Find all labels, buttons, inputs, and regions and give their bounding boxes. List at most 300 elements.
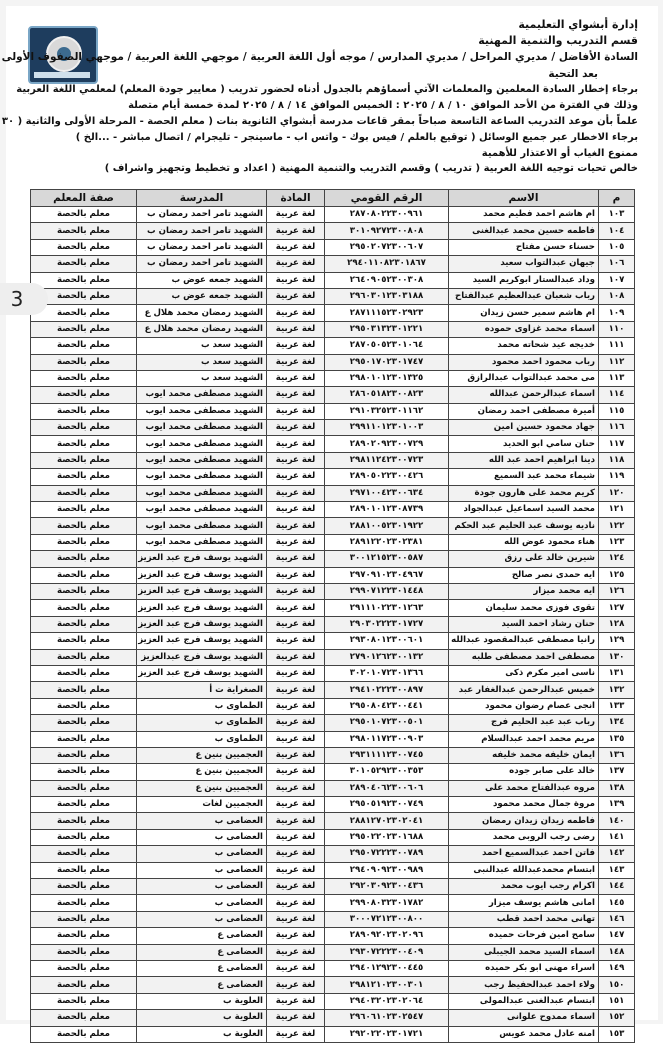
national-id-cell: ٢٩٣١١١١٢٣٠٠٧٤٥ xyxy=(325,747,449,763)
teacher-name-cell: شيرين خالد على رزق xyxy=(449,551,599,567)
table-row xyxy=(31,846,635,862)
teacher-name-cell: خميس عبدالرحمن عبدالغفار عبد xyxy=(449,682,599,698)
teacher-name-cell: مروة جمال محمد محمود xyxy=(449,797,599,813)
row-number-cell: ١٤١ xyxy=(599,829,635,845)
subject-cell: لغة عربية xyxy=(267,633,325,649)
table-row xyxy=(31,731,635,747)
national-id-cell: ٢٦٤٠٩٠٥٢٣٠٠٣٠٨ xyxy=(325,272,449,288)
subject-cell: لغة عربية xyxy=(267,698,325,714)
table-row xyxy=(31,420,635,436)
school-name-cell: الطماوى ب xyxy=(137,715,267,731)
header-department: قسم التدريب والتنمية المهنية xyxy=(478,34,638,47)
teacher-name-cell: تقوى فوزى محمد سليمان xyxy=(449,600,599,616)
page-number-badge: 3 xyxy=(0,283,48,315)
teacher-name-cell: مى محمد عبدالتواب عبدالرازق xyxy=(449,370,599,386)
national-id-cell: ٢٩٢٠٣٠٩٢٣٠٠٤٣٦ xyxy=(325,879,449,895)
teacher-name-cell: تهانى محمد احمد قطب xyxy=(449,911,599,927)
school-name-cell: العجميين بنين ع xyxy=(137,764,267,780)
teacher-role-cell: معلم بالحصة xyxy=(31,387,137,403)
school-name-cell: الشهيد تامر احمد رمضان ب xyxy=(137,223,267,239)
subject-cell: لغة عربية xyxy=(267,682,325,698)
national-id-cell: ٢٩٦٠٦١٠٢٣٠٢٥٤٧ xyxy=(325,1010,449,1026)
national-id-cell: ٢٩٧٠٩١٠٢٣٠٤٩٦٧ xyxy=(325,567,449,583)
teacher-role-cell: معلم بالحصة xyxy=(31,485,137,501)
school-name-cell: الشهيد سعد ب xyxy=(137,338,267,354)
national-id-cell: ٢٨٧١١١٥٢٣٠٢٩٢٣ xyxy=(325,305,449,321)
row-number-cell: ١٣٠ xyxy=(599,649,635,665)
col-header-role: صفة المعلم xyxy=(31,190,137,207)
teacher-name-cell: ابتسام محمدعبدالله عبدالنبى xyxy=(449,862,599,878)
table-row xyxy=(31,321,635,337)
subject-cell: لغة عربية xyxy=(267,813,325,829)
school-name-cell: الشهيد يوسف فرج عبد العزيز xyxy=(137,633,267,649)
table-row xyxy=(31,207,635,223)
row-number-cell: ١٤٨ xyxy=(599,944,635,960)
national-id-cell: ٢٩٨٠١٠١٢٣٠١٣٢٥ xyxy=(325,370,449,386)
subject-cell: لغة عربية xyxy=(267,715,325,731)
school-name-cell: العضامى ع xyxy=(137,928,267,944)
subject-cell: لغة عربية xyxy=(267,338,325,354)
teacher-role-cell: معلم بالحصة xyxy=(31,354,137,370)
header-greeting: بعد التحية xyxy=(548,68,598,80)
row-number-cell: ١٢٩ xyxy=(599,633,635,649)
teacher-name-cell: محمد السيد اسماعيل عبدالجواد xyxy=(449,502,599,518)
teacher-role-cell: معلم بالحصة xyxy=(31,797,137,813)
header-attendance-note: ممنوع الغياب أو الاعتذار للأهمية xyxy=(481,148,638,159)
subject-cell: لغة عربية xyxy=(267,911,325,927)
col-header-school: المدرسة xyxy=(137,190,267,207)
school-name-cell: العجميين بنين ع xyxy=(137,747,267,763)
teacher-role-cell: معلم بالحصة xyxy=(31,829,137,845)
school-name-cell: الشهيد سعد ب xyxy=(137,354,267,370)
table-row xyxy=(31,698,635,714)
subject-cell: لغة عربية xyxy=(267,485,325,501)
row-number-cell: ١٤٩ xyxy=(599,960,635,976)
row-number-cell: ١٠٣ xyxy=(599,207,635,223)
table-row xyxy=(31,452,635,468)
national-id-cell: ٢٩٥٠٨٠٤٢٣٠٠٤٤١ xyxy=(325,698,449,714)
table-row xyxy=(31,534,635,550)
table-row xyxy=(31,354,635,370)
teacher-role-cell: معلم بالحصة xyxy=(31,239,137,255)
subject-cell: لغة عربية xyxy=(267,665,325,681)
school-name-cell: العضامى ب xyxy=(137,911,267,927)
table-row xyxy=(31,567,635,583)
subject-cell: لغة عربية xyxy=(267,977,325,993)
row-number-cell: ١٢٨ xyxy=(599,616,635,632)
national-id-cell: ٢٨٩٠٤٠٦٢٣٠٠٦٠٦ xyxy=(325,780,449,796)
school-name-cell: الطماوى ب xyxy=(137,698,267,714)
row-number-cell: ١١٥ xyxy=(599,403,635,419)
subject-cell: لغة عربية xyxy=(267,387,325,403)
school-name-cell: العلوية ب xyxy=(137,1026,267,1042)
teacher-name-cell: اسماء السيد محمد الجيبلى xyxy=(449,944,599,960)
teacher-role-cell: معلم بالحصة xyxy=(31,420,137,436)
table-row xyxy=(31,813,635,829)
teacher-name-cell: فاتن احمد عبدالسميع احمد xyxy=(449,846,599,862)
row-number-cell: ١٠٥ xyxy=(599,239,635,255)
subject-cell: لغة عربية xyxy=(267,731,325,747)
row-number-cell: ١١٢ xyxy=(599,354,635,370)
table-row xyxy=(31,256,635,272)
teacher-role-cell: معلم بالحصة xyxy=(31,272,137,288)
teacher-role-cell: معلم بالحصة xyxy=(31,682,137,698)
teacher-role-cell: معلم بالحصة xyxy=(31,813,137,829)
row-number-cell: ١٢٠ xyxy=(599,485,635,501)
row-number-cell: ١١٧ xyxy=(599,436,635,452)
table-row xyxy=(31,1010,635,1026)
row-number-cell: ١٥١ xyxy=(599,993,635,1009)
national-id-cell: ٢٩٤٠١١٠٨٢٣٠١٨٦٧ xyxy=(325,256,449,272)
row-number-cell: ١٣٩ xyxy=(599,797,635,813)
teacher-name-cell: ناديه يوسف عبد الحليم عبد الحكم xyxy=(449,518,599,534)
teachers-table xyxy=(30,189,635,1043)
row-number-cell: ١١٨ xyxy=(599,452,635,468)
subject-cell: لغة عربية xyxy=(267,616,325,632)
national-id-cell: ٢٩٥٠٥١٩٢٣٠٠٧٤٩ xyxy=(325,797,449,813)
subject-cell: لغة عربية xyxy=(267,960,325,976)
teacher-name-cell: جهاد محمود حسين امين xyxy=(449,420,599,436)
teacher-name-cell: اسماء محمد غزاوى حموده xyxy=(449,321,599,337)
row-number-cell: ١٢٤ xyxy=(599,551,635,567)
subject-cell: لغة عربية xyxy=(267,567,325,583)
subject-cell: لغة عربية xyxy=(267,354,325,370)
row-number-cell: ١١٣ xyxy=(599,370,635,386)
teacher-role-cell: معلم بالحصة xyxy=(31,780,137,796)
school-name-cell: الشهيد تامر احمد رمضان ب xyxy=(137,239,267,255)
school-name-cell: الشهيد تامر احمد رمضان ب xyxy=(137,256,267,272)
national-id-cell: ٢٩٥٠٣١٣٢٣٠١٢٢١ xyxy=(325,321,449,337)
school-name-cell: العضامى ع xyxy=(137,977,267,993)
table-row xyxy=(31,485,635,501)
school-name-cell: الشهيد يوسف فرج عبد العزيز xyxy=(137,551,267,567)
table-row xyxy=(31,288,635,304)
teacher-role-cell: معلم بالحصة xyxy=(31,1026,137,1042)
subject-cell: لغة عربية xyxy=(267,780,325,796)
school-name-cell: الشهيد رمضان محمد هلال ع xyxy=(137,321,267,337)
teacher-name-cell: حنان سامي ابو الحديد xyxy=(449,436,599,452)
school-name-cell: الشهيد مصطفى محمد ايوب xyxy=(137,387,267,403)
table-row xyxy=(31,764,635,780)
teacher-role-cell: معلم بالحصة xyxy=(31,452,137,468)
header-directorate: إدارة أبشواي التعليمية xyxy=(518,18,638,31)
national-id-cell: ٢٩١١١٠٢٢٣٠١٢٦٣ xyxy=(325,600,449,616)
subject-cell: لغة عربية xyxy=(267,452,325,468)
row-number-cell: ١٣٢ xyxy=(599,682,635,698)
school-name-cell: العضامى ب xyxy=(137,879,267,895)
teacher-name-cell: اكرام رجب ايوب محمد xyxy=(449,879,599,895)
teacher-role-cell: معلم بالحصة xyxy=(31,928,137,944)
table-row xyxy=(31,305,635,321)
teacher-role-cell: معلم بالحصة xyxy=(31,944,137,960)
teacher-role-cell: معلم بالحصة xyxy=(31,403,137,419)
national-id-cell: ٣٠٠١٢١٥٢٣٠٠٥٨٧ xyxy=(325,551,449,567)
teacher-name-cell: فاطمه زيدان زيدان رمضان xyxy=(449,813,599,829)
teacher-role-cell: معلم بالحصة xyxy=(31,321,137,337)
teacher-role-cell: معلم بالحصة xyxy=(31,534,137,550)
teacher-role-cell: معلم بالحصة xyxy=(31,895,137,911)
national-id-cell: ٢٩٠٣٠٢٢٢٣٠١٧٢٧ xyxy=(325,616,449,632)
school-name-cell: الشهيد مصطفى محمد ايوب xyxy=(137,403,267,419)
school-name-cell: الشهيد يوسف فرج عبد العزيز xyxy=(137,567,267,583)
subject-cell: لغة عربية xyxy=(267,272,325,288)
teacher-name-cell: ولاء احمد عبدالحفيظ رجب xyxy=(449,977,599,993)
teacher-role-cell: معلم بالحصة xyxy=(31,502,137,518)
school-name-cell: الطماوى ب xyxy=(137,731,267,747)
school-name-cell: العضامى ع xyxy=(137,960,267,976)
teacher-name-cell: ناسى امير مكرم ذكى xyxy=(449,665,599,681)
national-id-cell: ٢٩٤١٠٢٢٢٣٠٠٨٩٧ xyxy=(325,682,449,698)
teacher-role-cell: معلم بالحصة xyxy=(31,911,137,927)
school-name-cell: العضامى ع xyxy=(137,944,267,960)
national-id-cell: ٢٩٩٠٨٠٣٢٣٠١٧٨٢ xyxy=(325,895,449,911)
header-addressees: السادة الأفاضل / مديري المراحل / مديري المدارس / موجه أول اللغة العربية / موجهي اللغة العربية / موجهي الصفوف الأولى xyxy=(1,51,638,63)
national-id-cell: ٢٨٨١٢٧٠٢٣٠٢٠٤١ xyxy=(325,813,449,829)
col-header-name: الاسم xyxy=(449,190,599,207)
school-name-cell: الشهيد مصطفى محمد ايوب xyxy=(137,436,267,452)
teacher-role-cell: معلم بالحصة xyxy=(31,583,137,599)
school-name-cell: العضامى ب xyxy=(137,895,267,911)
school-name-cell: الشهيد يوسف فرج عبد العزيز xyxy=(137,616,267,632)
row-number-cell: ١٤٣ xyxy=(599,862,635,878)
subject-cell: لغة عربية xyxy=(267,1026,325,1042)
table-row xyxy=(31,911,635,927)
table-row xyxy=(31,649,635,665)
row-number-cell: ١١٠ xyxy=(599,321,635,337)
national-id-cell: ٢٩٨٠١١٧٢٣٠٠٩٠٣ xyxy=(325,731,449,747)
teacher-name-cell: جيهان عبدالتواب سعيد xyxy=(449,256,599,272)
table-row xyxy=(31,403,635,419)
school-name-cell: الشهيد يوسف فرج عبد العزيز xyxy=(137,583,267,599)
table-row xyxy=(31,977,635,993)
teacher-name-cell: ايه حمدى نصر صالح xyxy=(449,567,599,583)
teacher-name-cell: امانى هاشم يوسف ميزار xyxy=(449,895,599,911)
teacher-role-cell: معلم بالحصة xyxy=(31,764,137,780)
national-id-cell: ٢٩٨١٢١٠٢٣٠٠٣٠١ xyxy=(325,977,449,993)
subject-cell: لغة عربية xyxy=(267,288,325,304)
row-number-cell: ١٠٩ xyxy=(599,305,635,321)
national-id-cell: ٣٠٠٠٧٢١٢٣٠٠٨٠٠ xyxy=(325,911,449,927)
teacher-role-cell: معلم بالحصة xyxy=(31,862,137,878)
subject-cell: لغة عربية xyxy=(267,239,325,255)
teacher-role-cell: معلم بالحصة xyxy=(31,747,137,763)
table-row xyxy=(31,338,635,354)
row-number-cell: ١٤٦ xyxy=(599,911,635,927)
school-name-cell: العضامى ب xyxy=(137,862,267,878)
teacher-name-cell: دينا ابراهيم احمد عبد الله xyxy=(449,452,599,468)
school-name-cell: الشهيد يوسف فرج عبد العزيز xyxy=(137,600,267,616)
national-id-cell: ٣٠١٠٥٢٩٢٣٠٠٣٥٣ xyxy=(325,764,449,780)
national-id-cell: ٢٩٤٠١٢٩٢٣٠٠٤٤٥ xyxy=(325,960,449,976)
row-number-cell: ١٣٤ xyxy=(599,715,635,731)
teacher-name-cell: اسماء ممدوح علوانى xyxy=(449,1010,599,1026)
teacher-name-cell: رباب شعبان عبدالعظيم عبدالفتاح xyxy=(449,288,599,304)
school-name-cell: الشهيد مصطفى محمد ايوب xyxy=(137,534,267,550)
teacher-role-cell: معلم بالحصة xyxy=(31,223,137,239)
table-row xyxy=(31,944,635,960)
row-number-cell: ١٢١ xyxy=(599,502,635,518)
table-row xyxy=(31,960,635,976)
national-id-cell: ٢٨٧٠٨٠٢٢٣٠٠٩٦١ xyxy=(325,207,449,223)
table-row xyxy=(31,616,635,632)
subject-cell: لغة عربية xyxy=(267,747,325,763)
teacher-name-cell: رانيا مصطفى عبدالمقصود عبدالله xyxy=(449,633,599,649)
table-row xyxy=(31,387,635,403)
school-name-cell: الشهيد يوسف فرج عبد العزيز xyxy=(137,665,267,681)
teacher-name-cell: خالد على صابر جوده xyxy=(449,764,599,780)
teacher-role-cell: معلم بالحصة xyxy=(31,731,137,747)
header-request: برجاء إخطار السادة المعلمين والمعلمات الآتي أسماؤهم بالجدول أدناه لحضور تدريب ( معايير جودة المعلم) لمعلمي اللغة العربية xyxy=(16,84,638,95)
table-body xyxy=(31,207,635,1043)
subject-cell: لغة عربية xyxy=(267,1010,325,1026)
row-number-cell: ١٤٢ xyxy=(599,846,635,862)
national-id-cell: ٢٩٤٠٣٢٠٢٣٠٢٠٦٤ xyxy=(325,993,449,1009)
table-row xyxy=(31,665,635,681)
row-number-cell: ١٥٢ xyxy=(599,1010,635,1026)
subject-cell: لغة عربية xyxy=(267,223,325,239)
teacher-name-cell: فاطمه حسين محمد عبدالغنى xyxy=(449,223,599,239)
col-header-no: م xyxy=(599,190,635,207)
teacher-name-cell: حسناء حسن مفتاح xyxy=(449,239,599,255)
teacher-role-cell: معلم بالحصة xyxy=(31,469,137,485)
national-id-cell: ٢٩١٠٣٢٥٢٣٠١١٦٢ xyxy=(325,403,449,419)
header-notify-channels: برجاء الاخطار عبر جميع الوسائل ( توقيع بالعلم / فيس بوك - واتس اب - ماسينجر - تليجرام / اتصال مباشر - ...الخ ) xyxy=(75,132,638,143)
subject-cell: لغة عربية xyxy=(267,944,325,960)
teacher-role-cell: معلم بالحصة xyxy=(31,370,137,386)
subject-cell: لغة عربية xyxy=(267,764,325,780)
row-number-cell: ١٢٥ xyxy=(599,567,635,583)
subject-cell: لغة عربية xyxy=(267,879,325,895)
subject-cell: لغة عربية xyxy=(267,305,325,321)
header-regards: خالص تحيات توجيه اللغة العربية ( تدريب ) وقسم التدريب والتنمية المهنية ( اعداد و تخطيط وتجهيز واشراف ) xyxy=(104,163,638,174)
table-row xyxy=(31,436,635,452)
teacher-name-cell: ايمان خليفه محمد خليفه xyxy=(449,747,599,763)
row-number-cell: ١٢٧ xyxy=(599,600,635,616)
row-number-cell: ١١٤ xyxy=(599,387,635,403)
teacher-name-cell: مروه عبدالفتاح محمد على xyxy=(449,780,599,796)
school-name-cell: العضامى ب xyxy=(137,829,267,845)
row-number-cell: ١٤٥ xyxy=(599,895,635,911)
teacher-role-cell: معلم بالحصة xyxy=(31,256,137,272)
teacher-name-cell: رضى رجب الروبى محمد xyxy=(449,829,599,845)
table-row xyxy=(31,223,635,239)
subject-cell: لغة عربية xyxy=(267,600,325,616)
national-id-cell: ٢٩٩١١٠١٢٣٠١٠٠٣ xyxy=(325,420,449,436)
teacher-name-cell: حنان رشاد احمد السيد xyxy=(449,616,599,632)
national-id-cell: ٢٨٧٠٥٠٥٢٣٠١٠٦٤ xyxy=(325,338,449,354)
school-name-cell: الشهيد سعد ب xyxy=(137,370,267,386)
national-id-cell: ٢٧٩٠١٢٦٢٣٠٠١٣٢ xyxy=(325,649,449,665)
subject-cell: لغة عربية xyxy=(267,895,325,911)
teacher-role-cell: معلم بالحصة xyxy=(31,436,137,452)
subject-cell: لغة عربية xyxy=(267,436,325,452)
teacher-name-cell: مريم محمد احمد عبدالسلام xyxy=(449,731,599,747)
table-row xyxy=(31,370,635,386)
teacher-role-cell: معلم بالحصة xyxy=(31,207,137,223)
national-id-cell: ٢٩٥٠٧٢٢٢٣٠٠٧٨٩ xyxy=(325,846,449,862)
teacher-role-cell: معلم بالحصة xyxy=(31,338,137,354)
school-name-cell: العضامى ب xyxy=(137,846,267,862)
school-name-cell: العضامى ب xyxy=(137,813,267,829)
row-number-cell: ١٠٧ xyxy=(599,272,635,288)
teacher-name-cell: أميرة مصطفى احمد رمضان xyxy=(449,403,599,419)
teacher-name-cell: هناء محمود عوض الله xyxy=(449,534,599,550)
table-row xyxy=(31,780,635,796)
subject-cell: لغة عربية xyxy=(267,862,325,878)
teacher-role-cell: معلم بالحصة xyxy=(31,551,137,567)
teacher-name-cell: انجى عصام رضوان محمود xyxy=(449,698,599,714)
national-id-cell: ٣٠١٠٩٢٧٢٣٠٠٨٠٨ xyxy=(325,223,449,239)
school-name-cell: الشهيد مصطفى محمد ايوب xyxy=(137,452,267,468)
header-time-location: علماً بأن موعد التدريب الساعة التاسعة صباحاً بمقر قاعات مدرسة أبشواي الثانوية بنات ( معلم الحصة - المرحلة الأولى والثانية ( ٣٠ xyxy=(1,116,638,127)
teacher-role-cell: معلم بالحصة xyxy=(31,616,137,632)
row-number-cell: ١٣٦ xyxy=(599,747,635,763)
teacher-name-cell: ابتسام عبدالغنى عبدالمولى xyxy=(449,993,599,1009)
teacher-role-cell: معلم بالحصة xyxy=(31,649,137,665)
subject-cell: لغة عربية xyxy=(267,551,325,567)
school-name-cell: الشهيد مصطفى محمد ايوب xyxy=(137,420,267,436)
teacher-role-cell: معلم بالحصة xyxy=(31,518,137,534)
teacher-name-cell: خديجه عيد شحاته محمد xyxy=(449,338,599,354)
school-name-cell: العلوية ب xyxy=(137,993,267,1009)
national-id-cell: ٢٩٧١٠٠٤٢٣٠٠٦٣٤ xyxy=(325,485,449,501)
subject-cell: لغة عربية xyxy=(267,928,325,944)
subject-cell: لغة عربية xyxy=(267,993,325,1009)
national-id-cell: ٢٩٨١١٢٤٢٣٠٠٧٢٣ xyxy=(325,452,449,468)
subject-cell: لغة عربية xyxy=(267,370,325,386)
teacher-role-cell: معلم بالحصة xyxy=(31,665,137,681)
school-name-cell: العلوية ب xyxy=(137,1010,267,1026)
subject-cell: لغة عربية xyxy=(267,256,325,272)
table-row xyxy=(31,633,635,649)
table-row xyxy=(31,993,635,1009)
table-row xyxy=(31,895,635,911)
teacher-role-cell: معلم بالحصة xyxy=(31,288,137,304)
row-number-cell: ١٠٦ xyxy=(599,256,635,272)
national-id-cell: ٢٨٩٠٢٠٩٢٣٠٠٧٢٩ xyxy=(325,436,449,452)
subject-cell: لغة عربية xyxy=(267,829,325,845)
national-id-cell: ٢٩٦٠٣٠١٢٣٠٣١٨٨ xyxy=(325,288,449,304)
table-row xyxy=(31,747,635,763)
row-number-cell: ١٣٨ xyxy=(599,780,635,796)
school-name-cell: العجميين بنين ع xyxy=(137,780,267,796)
document-sheet xyxy=(1,6,658,1039)
teacher-name-cell: مصطفى احمد مصطفى طلبه xyxy=(449,649,599,665)
teacher-name-cell: امنه عادل محمد عويس xyxy=(449,1026,599,1042)
table-row xyxy=(31,518,635,534)
subject-cell: لغة عربية xyxy=(267,649,325,665)
national-id-cell: ٢٩٥٠٢٢٠٢٣٠١٦٨٨ xyxy=(325,829,449,845)
school-name-cell: الشهيد تامر احمد رمضان ب xyxy=(137,207,267,223)
teacher-role-cell: معلم بالحصة xyxy=(31,305,137,321)
teacher-name-cell: اسماء عبدالرحمن عبدالله xyxy=(449,387,599,403)
table-row xyxy=(31,862,635,878)
teacher-role-cell: معلم بالحصة xyxy=(31,633,137,649)
school-name-cell: الشهيد جمعه عوض ب xyxy=(137,288,267,304)
subject-cell: لغة عربية xyxy=(267,469,325,485)
row-number-cell: ١٤٠ xyxy=(599,813,635,829)
teacher-role-cell: معلم بالحصة xyxy=(31,600,137,616)
col-header-nid: الرقم القومي xyxy=(325,190,449,207)
row-number-cell: ١٢٦ xyxy=(599,583,635,599)
table-row xyxy=(31,583,635,599)
national-id-cell: ٢٩٢٠٢٢٠٢٣٠١٧٢١ xyxy=(325,1026,449,1042)
row-number-cell: ١١١ xyxy=(599,338,635,354)
school-name-cell: الشهيد مصطفى محمد ايوب xyxy=(137,518,267,534)
table-row xyxy=(31,469,635,485)
row-number-cell: ١٣٧ xyxy=(599,764,635,780)
subject-cell: لغة عربية xyxy=(267,420,325,436)
